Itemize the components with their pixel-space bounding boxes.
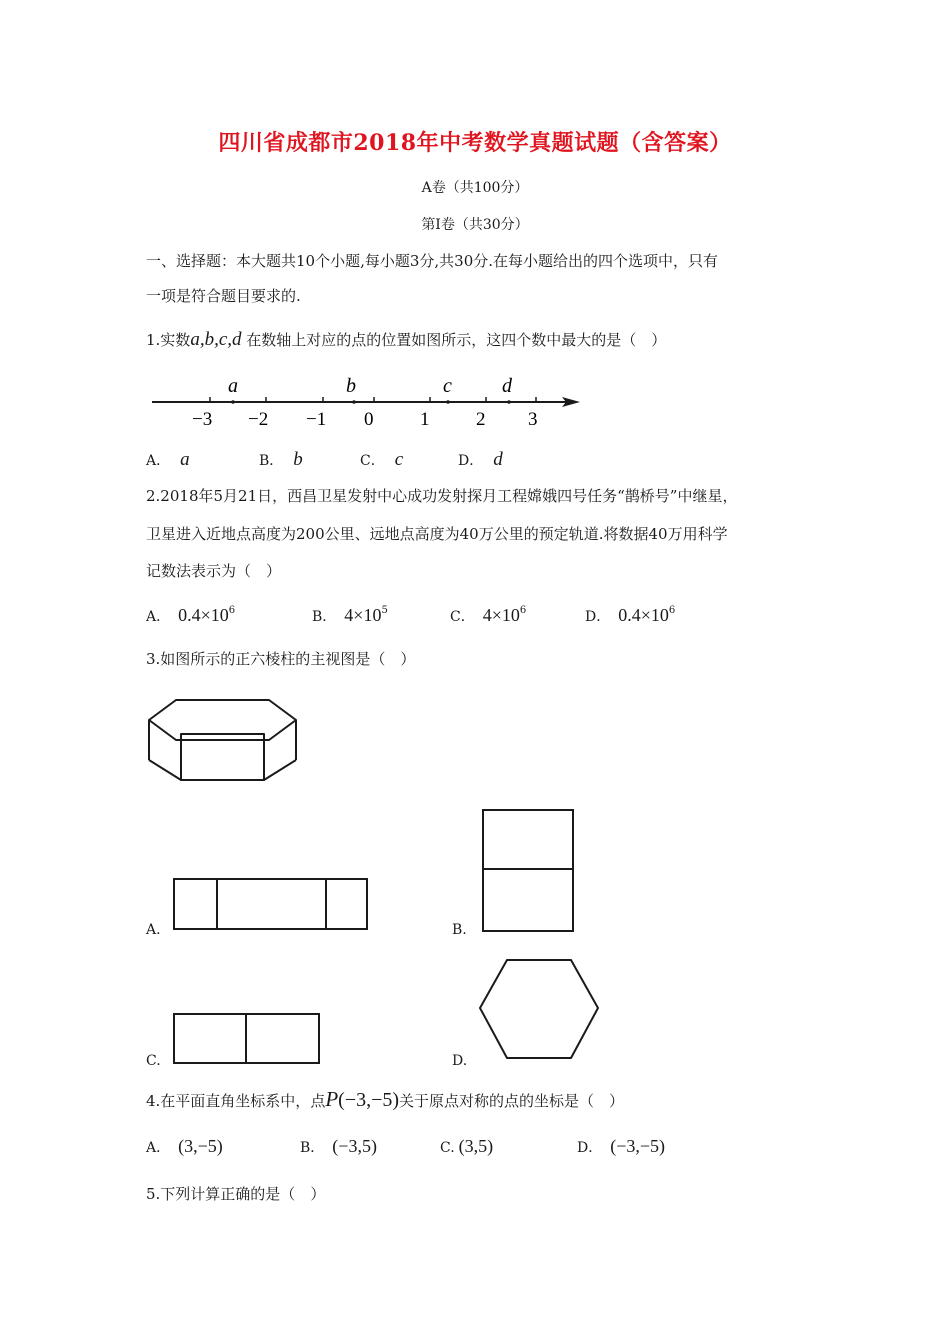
option-exponent: 6 <box>668 605 676 616</box>
q2-option-c[interactable] <box>450 605 526 626</box>
q4-option-b[interactable] <box>300 1136 377 1157</box>
point-label-b: b <box>346 375 356 397</box>
q4-suffix: 关于原点对称的点的坐标是（ ） <box>399 1092 625 1110</box>
tick-label: 0 <box>364 409 374 430</box>
q4-option-c[interactable] <box>440 1136 493 1157</box>
tick-label: −2 <box>248 409 269 430</box>
point-a <box>231 400 235 404</box>
q3-option-b-label[interactable]: B. <box>452 922 467 938</box>
q3-option-c-figure[interactable] <box>172 1012 324 1068</box>
q3-option-d-label[interactable]: D. <box>452 1053 468 1069</box>
q3-option-d-figure[interactable] <box>478 957 602 1063</box>
question-4-stem <box>146 1087 624 1112</box>
option-value: b <box>293 449 303 470</box>
option-value: a <box>180 449 190 470</box>
tick-label: 3 <box>528 409 538 430</box>
q2-option-a[interactable] <box>146 605 235 626</box>
option-label: A． <box>146 453 171 469</box>
q3-option-b-figure[interactable] <box>481 808 577 936</box>
option-value: (−3,5) <box>332 1136 377 1156</box>
option-value: (−3,−5) <box>610 1136 666 1156</box>
tick-label: −1 <box>306 409 327 430</box>
q1-vars: a,b,c,d <box>190 329 242 350</box>
option-label: D． <box>577 1140 603 1156</box>
number-line-figure <box>148 372 588 432</box>
section-instructions-line1: 一、选择题：本大题共10个小题,每小题3分,共30分.在每小题给出的四个选项中，只有 <box>146 252 719 270</box>
q2-option-b[interactable] <box>312 605 388 626</box>
option-value: c <box>394 449 404 470</box>
option-value: 0.4×10 <box>178 605 229 625</box>
option-label: A． <box>146 1140 171 1156</box>
option-exponent: 6 <box>228 605 236 616</box>
option-label: C． <box>450 609 475 625</box>
option-label: A． <box>146 609 171 625</box>
point-b <box>352 400 356 404</box>
option-label: B． <box>300 1140 325 1156</box>
document-title: 四川省成都市2018年中考数学真题试题（含答案） <box>218 130 732 156</box>
point-label-a: a <box>228 375 238 397</box>
point-d <box>507 400 511 404</box>
q4-option-a[interactable] <box>146 1136 223 1157</box>
hexagonal-prism-figure <box>146 692 306 782</box>
question-2-line3: 记数法表示为（ ） <box>146 562 282 580</box>
option-value: 0.4×10 <box>618 605 669 625</box>
option-value: d <box>493 449 503 470</box>
q4-point: P <box>325 1087 339 1111</box>
q1-prefix: 1.实数 <box>146 331 191 349</box>
question-2-line2: 卫星进入近地点高度为200公里、远地点高度为40万公里的预定轨道.将数据40万用科学 <box>146 525 728 543</box>
option-label: B． <box>259 453 284 469</box>
tick-label: 1 <box>420 409 430 430</box>
q1-option-d[interactable] <box>458 449 503 471</box>
q4-coords: (−3,−5) <box>338 1089 400 1111</box>
tick-label: −3 <box>192 409 213 430</box>
question-3-stem: 3.如图所示的正六棱柱的主视图是（ ） <box>146 650 416 668</box>
option-label: D． <box>585 609 611 625</box>
question-2-line1: 2.2018年5月21日，西昌卫星发射中心成功发射探月工程嫦娥四号任务“鹊桥号”中继星， <box>146 487 738 505</box>
question-5-stem: 5.下列计算正确的是（ ） <box>146 1185 326 1203</box>
option-value: (3,5) <box>458 1136 494 1156</box>
q1-option-a[interactable] <box>146 449 190 471</box>
option-value: (3,−5) <box>178 1136 223 1156</box>
option-value: 4×10 <box>344 605 382 625</box>
q2-option-d[interactable] <box>585 605 675 626</box>
q1-suffix: 在数轴上对应的点的位置如图所示，这四个数中最大的是（ ） <box>246 331 667 349</box>
q4-prefix: 4.在平面直角坐标系中，点 <box>146 1092 326 1110</box>
point-label-c: c <box>443 375 452 397</box>
tick-label: 2 <box>476 409 486 430</box>
option-value: 4×10 <box>482 605 520 625</box>
option-label: D． <box>458 453 484 469</box>
paper-part-1: 第Ⅰ卷（共30分） <box>421 217 529 233</box>
option-exponent: 6 <box>519 605 527 616</box>
section-instructions-line2: 一项是符合题目要求的. <box>146 287 301 305</box>
question-1-stem <box>146 329 666 351</box>
q1-option-c[interactable] <box>360 449 403 471</box>
q3-option-a-label[interactable]: A. <box>146 922 161 938</box>
point-label-d: d <box>502 375 512 397</box>
option-label: C. <box>440 1140 455 1156</box>
point-c <box>446 400 450 404</box>
q4-option-d[interactable] <box>577 1136 665 1157</box>
q3-option-c-label[interactable]: C. <box>146 1053 161 1069</box>
option-label: C． <box>360 453 385 469</box>
q3-option-a-figure[interactable] <box>172 877 372 933</box>
paper-section-a: A卷（共100分） <box>421 180 529 196</box>
option-label: B． <box>312 609 337 625</box>
option-exponent: 5 <box>381 605 388 616</box>
q1-option-b[interactable] <box>259 449 303 471</box>
